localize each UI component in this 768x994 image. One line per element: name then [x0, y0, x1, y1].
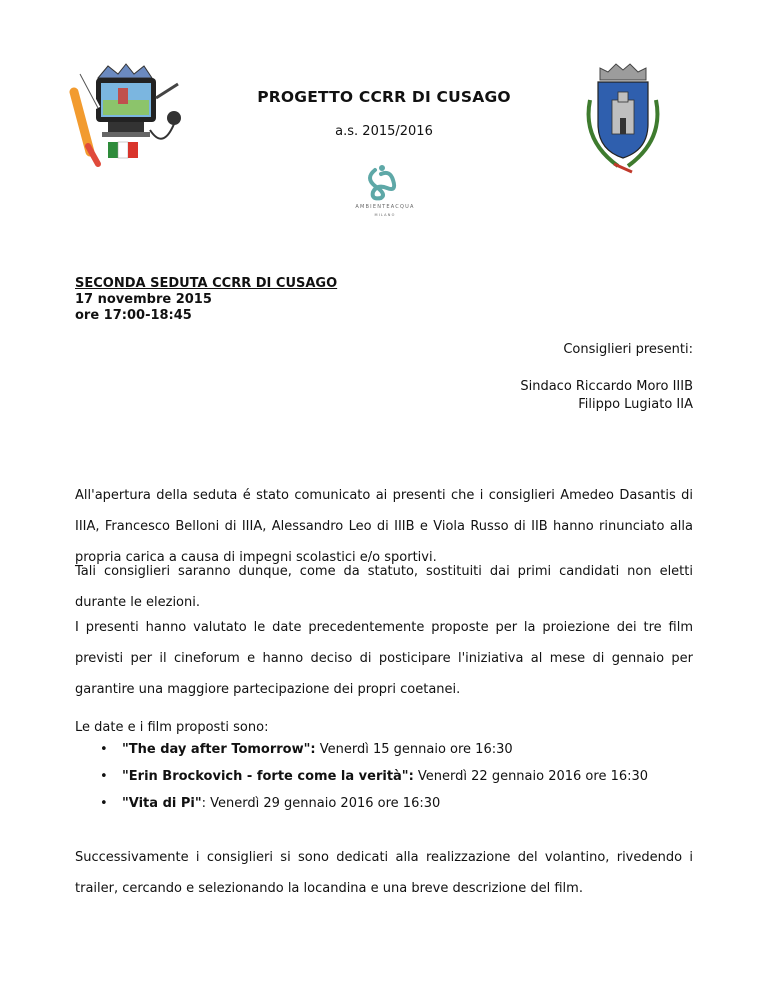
bullet-icon: • — [100, 742, 108, 757]
ambiente-acqua-logo — [335, 160, 435, 218]
member-name: Filippo Lugiato IIA — [578, 397, 693, 412]
bullet-icon: • — [100, 769, 108, 784]
school-year: a.s. 2015/2016 — [335, 124, 433, 139]
film-title: "The day after Tomorrow": — [122, 742, 316, 757]
list-item — [100, 796, 720, 823]
meeting-time: ore 17:00-18:45 — [75, 308, 192, 323]
film-schedule: Venerdì 22 gennaio 2016 ore 16:30 — [413, 769, 649, 784]
cusago-coat-of-arms — [578, 60, 668, 178]
member-name: Sindaco Riccardo Moro IIIB — [520, 379, 693, 394]
ambiente-acqua-text: AMBIENTEACQUA — [355, 204, 415, 210]
list-item — [100, 742, 720, 769]
paragraph-resignations: All'apertura della seduta é stato comunicato ai presenti che i consiglieri Amedeo Dasantis di IIIA, Francesco Belloni di IIIA, Alessandro Leo di IIIB e Viola Russo di IIB hanno rinunciato alla propria carica a causa di impegni scolastici e/o sportivi. — [75, 488, 693, 565]
present-members — [520, 378, 693, 414]
film-schedule: : Venerdì 29 gennaio 2016 ore 16:30 — [201, 796, 441, 811]
ambiente-acqua-subtext: MILANO — [374, 213, 396, 217]
present-label: Consiglieri presenti: — [563, 342, 693, 357]
film-title: "Vita di Pi" — [122, 796, 202, 811]
meeting-date: 17 novembre 2015 — [75, 292, 212, 307]
list-item — [100, 769, 720, 796]
paragraph-substitutions: Tali consiglieri saranno dunque, come da statuto, sostituiti dai primi candidati non eletti durante le elezioni. — [75, 564, 693, 610]
bullet-icon: • — [100, 796, 108, 811]
films-intro: Le date e i film proposti sono: — [75, 720, 269, 735]
document-title: PROGETTO CCRR DI CUSAGO — [257, 88, 511, 106]
meeting-heading-block — [75, 276, 337, 324]
film-list — [100, 742, 720, 823]
paragraph-cineforum: I presenti hanno valutato le date precedentemente proposte per la proiezione dei tre film previsti per il cineforum e hanno deciso di posticipare l'iniziativa al mese di gennaio per garantire una maggiore partecipazione dei propri coetanei. — [75, 620, 693, 697]
ccrr-computer-logo — [68, 60, 188, 170]
paragraph-flyer: Successivamente i consiglieri si sono dedicati alla realizzazione del volantino, rivedendo i trailer, cercando e selezionando la locandina e una breve descrizione del film. — [75, 850, 693, 896]
film-title: "Erin Brockovich - forte come la verità": — [122, 769, 414, 784]
film-schedule: Venerdì 15 gennaio ore 16:30 — [315, 742, 513, 757]
meeting-heading: SECONDA SEDUTA CCRR DI CUSAGO — [75, 276, 338, 291]
